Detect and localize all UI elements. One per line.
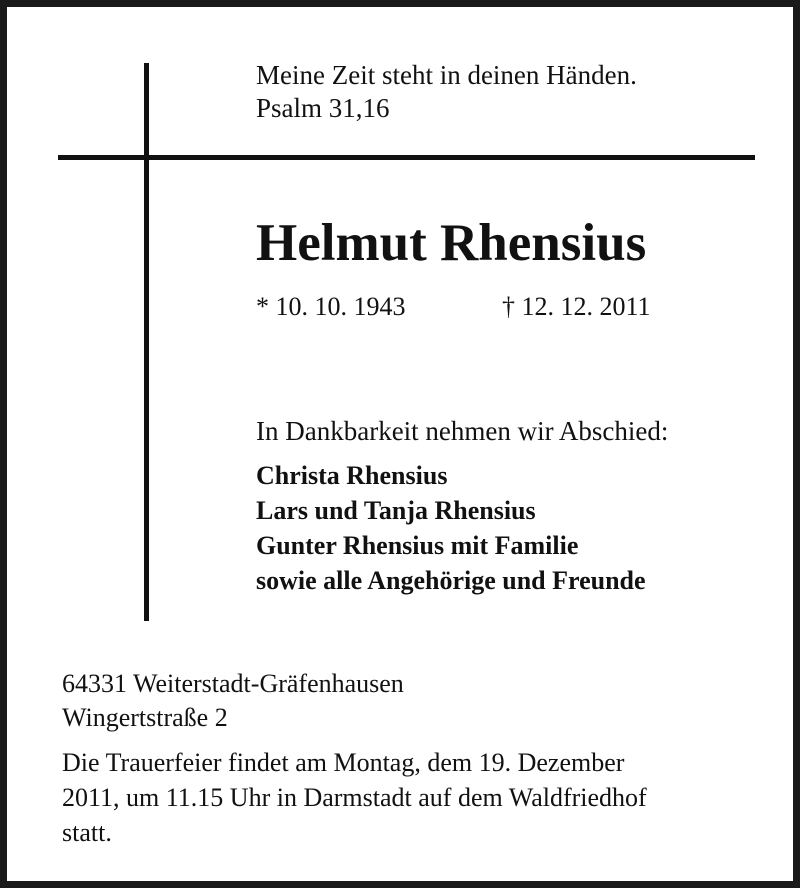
farewell-intro: In Dankbarkeit nehmen wir Abschied: <box>256 416 669 446</box>
mourner-item: Christa Rhensius <box>256 461 448 490</box>
ceremony-line: Die Trauerfeier findet am Montag, dem 19. Dezember <box>62 748 625 777</box>
psalm-quote <box>256 59 637 125</box>
address-block <box>62 667 404 735</box>
ceremony-line: 2011, um 11.15 Uhr in Darmstadt auf dem Waldfriedhof <box>62 783 647 812</box>
birth-date: * 10. 10. 1943 <box>256 292 406 321</box>
mourner-item: sowie alle Angehörige und Freunde <box>256 566 646 595</box>
address-street: Wingertstraße 2 <box>62 703 228 732</box>
mourner-item: Gunter Rhensius mit Familie <box>256 531 579 560</box>
death-date: † 12. 12. 2011 <box>502 292 651 321</box>
cross-vertical-bar <box>144 63 149 621</box>
mourners-list <box>256 458 646 598</box>
ceremony-line: statt. <box>62 818 112 847</box>
ceremony-info <box>62 745 762 850</box>
cross-horizontal-bar <box>58 155 755 160</box>
mourner-item: Lars und Tanja Rhensius <box>256 496 536 525</box>
deceased-name: Helmut Rhensius <box>256 214 647 272</box>
address-city: 64331 Weiterstadt-Gräfenhausen <box>62 669 404 698</box>
quote-text: Meine Zeit steht in deinen Händen. <box>256 60 637 90</box>
quote-reference: Psalm 31,16 <box>256 93 390 123</box>
